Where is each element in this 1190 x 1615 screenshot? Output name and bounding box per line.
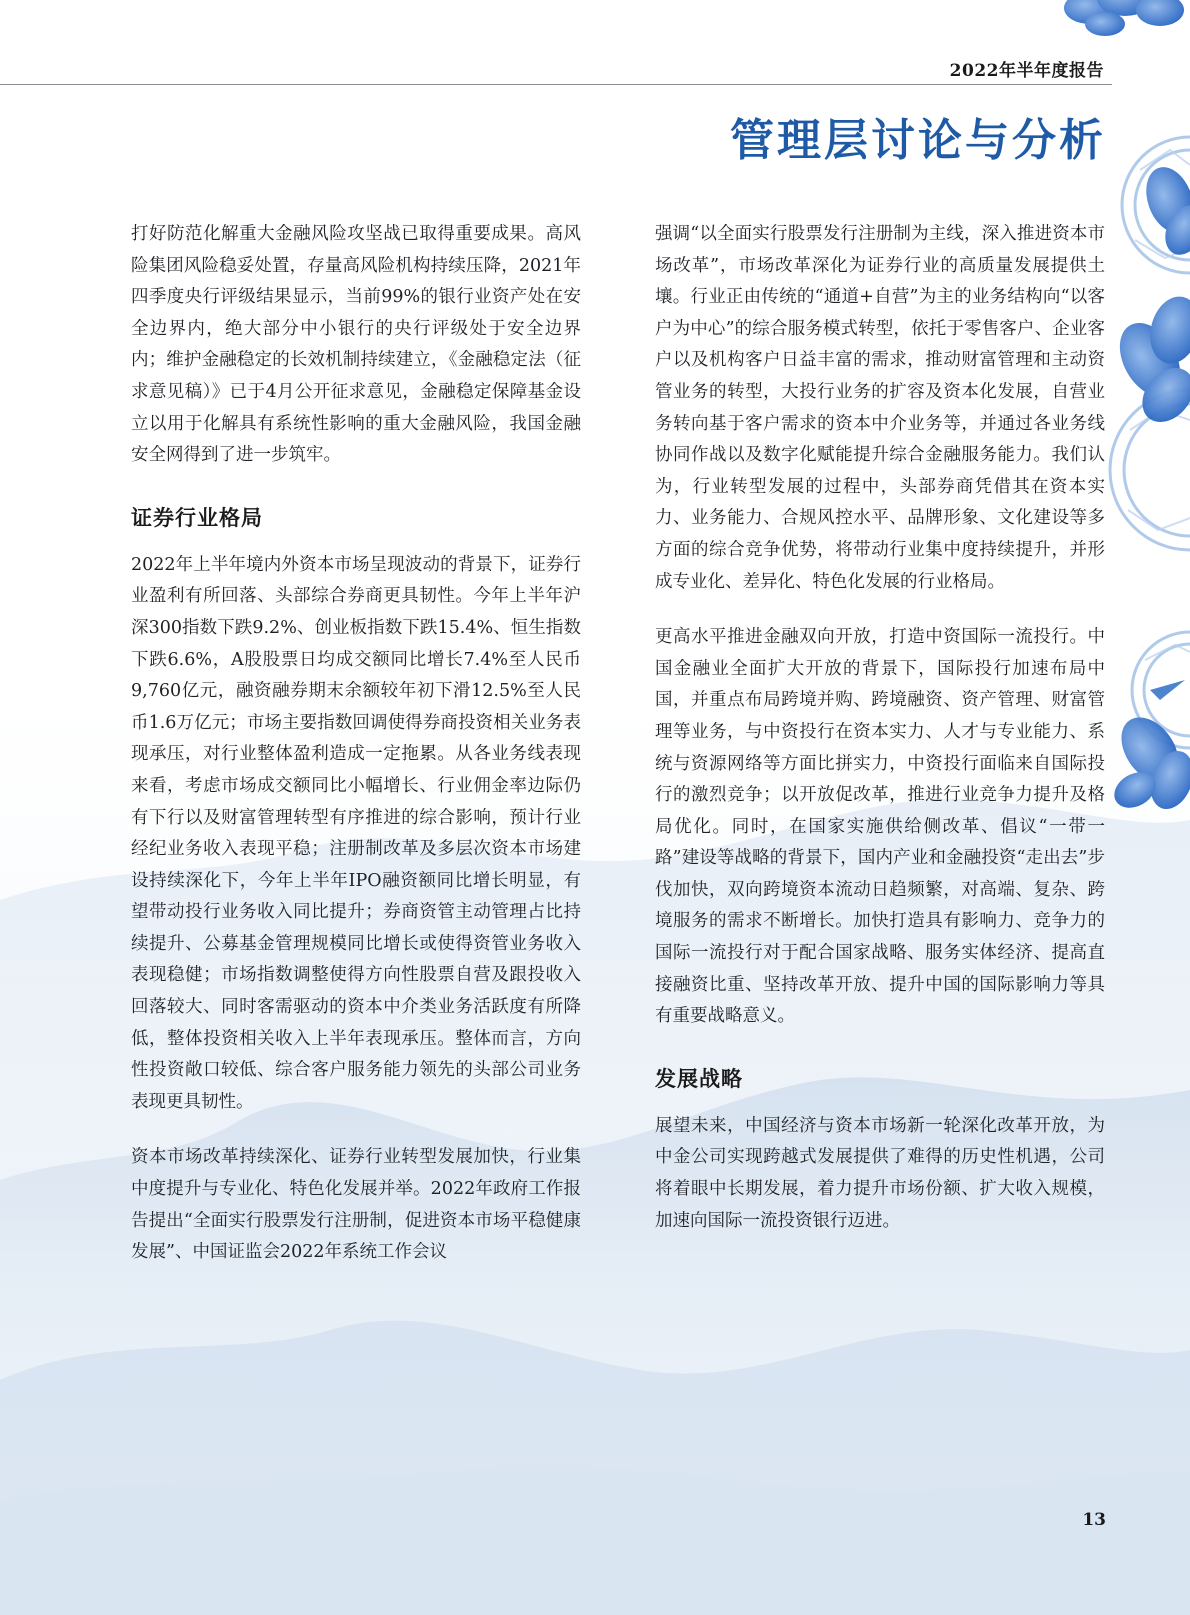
left-paragraph-3: 资本市场改革持续深化、证券行业转型发展加快，行业集中度提升与专业化、特色化发展并举。2022年政府工作报告提出“全面实行股票发行注册制，促进资本市场平稳健康发展”、中国证监会2022年系统工作会议 [131,1147,581,1263]
left-paragraph-1: 打好防范化解重大金融风险攻坚战已取得重要成果。高风险集团风险稳妥处置，存量高风险机构持续压降，2021年四季度央行评级结果显示，当前99%的银行业资产处在安全边界内，绝大部分中小银行的央行评级处于安全边界内；维护金融稳定的长效机制持续建立，《金融稳定法（征求意见稿）》已于4月公开征求意见，金融稳定保障基金设立以用于化解具有系统性影响的重大金融风险，我国金融安全网得到了进一步筑牢。 [131,224,581,466]
report-label: 2022年半年度报告 [949,61,1104,81]
right-paragraph-1: 强调“以全面实行股票发行注册制为主线，深入推进资本市场改革”，市场改革深化为证券行业的高质量发展提供土壤。行业正由传统的“通道+自营”为主的业务结构向“以客户为中心”的综合服务模式转型，依托于零售客户、企业客户以及机构客户日益丰富的需求，推动财富管理和主动资管业务的转型，大投行业务的扩容及资本化发展，自营业务转向基于客户需求的资本中介业务等，并通过各业务线协同作战以及数字化赋能提升综合金融服务能力。我们认为，行业转型发展的过程中，头部券商凭借其在资本实力、业务能力、合规风控水平、品牌形象、文化建设等多方面的综合竞争优势，将带动行业集中度持续提升，并形成专业化、差异化、特色化发展的行业格局。 [655,224,1105,592]
heading-development-strategy: 发展战略 [655,1065,743,1091]
header-divider [0,84,1112,85]
section-title: 管理层讨论与分析 [730,115,1106,166]
heading-securities-industry: 证券行业格局 [131,504,263,530]
floral-ornament-top [1064,0,1184,36]
right-column [655,219,1105,1237]
page-number: 13 [1082,1510,1106,1530]
left-column [131,219,581,1269]
right-paragraph-2: 更高水平推进金融双向开放，打造中资国际一流投行。中国金融业全面扩大开放的背景下，国际投行加速布局中国，并重点布局跨境并购、跨境融资、资产管理、财富管理等业务，与中资投行在资本实力、人才与专业能力、系统与资源网络等方面比拼实力，中资投行面临来自国际投行的激烈竞争；以开放促改革，推进行业竞争力提升及格局优化。同时，在国家实施供给侧改革、倡议“一带一路”建设等战略的背景下，国内产业和金融投资“走出去”步伐加快，双向跨境资本流动日趋频繁，对高端、复杂、跨境服务的需求不断增长。加快打造具有影响力、竞争力的国际一流投行对于配合国家战略、服务实体经济、提高直接融资比重、坚持改革开放、提升中国的国际影响力等具有重要战略意义。 [655,627,1105,1027]
right-paragraph-3: 展望未来，中国经济与资本市场新一轮深化改革开放，为中金公司实现跨越式发展提供了难得的历史性机遇，公司将着眼中长期发展，着力提升市场份额、扩大收入规模，加速向国际一流投资银行迈进。 [655,1115,1105,1231]
left-paragraph-2: 2022年上半年境内外资本市场呈现波动的背景下，证券行业盈利有所回落、头部综合券商更具韧性。今年上半年沪深300指数下跌9.2%、创业板指数下跌15.4%、恒生指数下跌6.6%，A股股票日均成交额同比增长7.4%至人民币9,760亿元，融资融券期末余额较年初下滑12.5%至人民币1.6万亿元；市场主要指数回调使得券商投资相关业务表现承压，对行业整体盈利造成一定拖累。从各业务线表现来看，考虑市场成交额同比小幅增长、行业佣金率边际仍有下行以及财富管理转型有序推进的综合影响，预计行业经纪业务收入表现平稳；注册制改革及多层次资本市场建设持续深化下，今年上半年IPO融资额同比增长明显，有望带动投行业务收入同比提升；券商资管主动管理占比持续提升、公募基金管理规模同比增长或使得资管业务收入表现稳健；市场指数调整使得方向性股票自营及跟投收入回落较大、同时客需驱动的资本中介类业务活跃度有所降低，整体投资相关收入上半年表现承压。整体而言，方向性投资敞口较低、综合客户服务能力领先的头部公司业务表现更具韧性。 [131,554,581,1112]
